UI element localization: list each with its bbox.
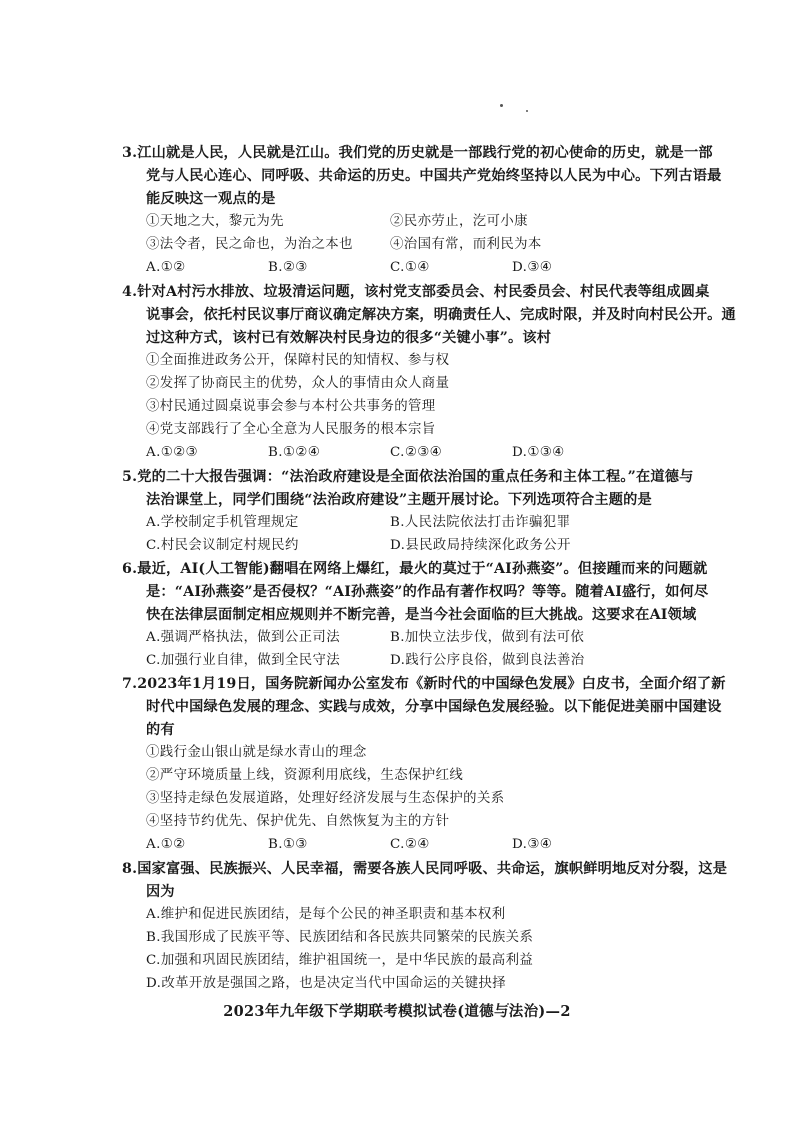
choice-b: B.人民法院依法打击诈骗犯罪 (390, 515, 571, 530)
scan-speck (526, 110, 528, 112)
page-footer: 2023年九年级下学期联考模拟试卷(道德与法治)—2 (223, 1003, 571, 1020)
question-stem-line: 法治课堂上，同学们围绕“法治政府建设”主题开展讨论。下列选项符合主题的是 (146, 492, 652, 508)
scan-speck (500, 104, 503, 107)
statement-2: ②发挥了协商民主的优势，众人的事情由众人商量 (146, 376, 450, 391)
question-stem-line: 7.2023年1月19日，国务院新闻办公室发布《新时代的中国绿色发展》白皮书，全面介绍了新 (122, 676, 726, 692)
choice-b: B.我国形成了民族平等、民族团结和各民族共同繁荣的民族关系 (146, 930, 534, 945)
question-stem-line: 时代中国绿色发展的理念、实践与成效，分享中国绿色发展经验。以下能促进美丽中国建设 (146, 699, 722, 715)
statement-1: ①全面推进政务公开，保障村民的知情权、参与权 (146, 353, 450, 368)
question-stem-line: 5.党的二十大报告强调：“法治政府建设是全面依法治国的重点任务和主体工程。”在道德与 (122, 469, 694, 485)
choice-d: D.县民政局持续深化政务公开 (390, 538, 571, 553)
choice-c: C.加强行业自律，做到全民守法 (146, 653, 341, 668)
statement-1: ①践行金山银山就是绿水青山的理念 (146, 745, 367, 760)
choice-c: C.村民会议制定村规民约 (146, 538, 299, 553)
question-stem-line: 说事会，依托村民议事厅商议确定解决方案，明确责任人、完成时限，并及时向村民公开。通 (146, 307, 736, 323)
question-stem-line: 是：“AI孙燕姿”是否侵权？“AI孙燕姿”的作品有著作权吗？等等。随着AI盛行，如何尽 (146, 584, 709, 600)
statement-4: ④党支部践行了全心全意为人民服务的根本宗旨 (146, 422, 436, 437)
choice-a: A.强调严格执法，做到公正司法 (146, 630, 341, 645)
choice-a: A.①② (146, 260, 186, 275)
choice-a: A.①② (146, 837, 186, 852)
question-stem-line: 快在法律层面制定相应规则并不断完善，是当今社会面临的巨大挑战。这要求在AI领域 (146, 607, 697, 623)
choice-c: C.加强和巩固民族团结，维护祖国统一，是中华民族的最高利益 (146, 953, 534, 968)
question-stem-line: 6.最近，AI(人工智能)翻唱在网络上爆红，最火的莫过于“AI孙燕姿”。但接踵而来的问题就 (122, 561, 708, 577)
choice-d: D.①③④ (512, 445, 565, 460)
question-stem-line: 8.国家富强、民族振兴、人民幸福，需要各族人民同呼吸、共命运，旗帜鲜明地反对分裂，这是 (122, 861, 728, 877)
choice-b: B.加快立法步伐，做到有法可依 (390, 630, 585, 645)
choice-c: C.①④ (390, 260, 430, 275)
statement-2: ②严守环境质量上线，资源利用底线，生态保护红线 (146, 768, 464, 783)
choice-a: A.①②③ (146, 445, 198, 460)
choice-c: C.②③④ (390, 445, 443, 460)
statement-1: ①天地之大，黎元为先 (146, 214, 284, 229)
question-stem-line: 能反映这一观点的是 (146, 191, 276, 207)
choice-d: D.改革开放是强国之路，也是决定当代中国命运的关键抉择 (146, 976, 507, 991)
question-stem-line: 3.江山就是人民，人民就是江山。我们党的历史就是一部践行党的初心使命的历史，就是一部 (122, 145, 713, 161)
question-stem-line: 因为 (146, 884, 175, 900)
choice-c: C.②④ (390, 837, 430, 852)
statement-2: ②民亦劳止，汔可小康 (390, 214, 528, 229)
question-stem-line: 的有 (146, 722, 175, 738)
statement-4: ④坚持节约优先、保护优先、自然恢复为主的方针 (146, 814, 450, 829)
statement-3: ③村民通过圆桌说事会参与本村公共事务的管理 (146, 399, 436, 414)
choice-b: B.②③ (268, 260, 308, 275)
choice-a: A.学校制定手机管理规定 (146, 515, 299, 530)
choice-b: B.①③ (268, 837, 308, 852)
choice-d: D.践行公序良俗，做到良法善治 (390, 653, 585, 668)
choice-d: D.③④ (512, 260, 553, 275)
statement-4: ④治国有常，而利民为本 (390, 237, 542, 252)
statement-3: ③坚持走绿色发展道路，处理好经济发展与生态保护的关系 (146, 791, 505, 806)
question-stem-line: 党与人民心连心、同呼吸、共命运的历史。中国共产党始终坚持以人民为中心。下列古语最 (146, 168, 722, 184)
question-stem-line: 4.针对A村污水排放、垃圾清运问题，该村党支部委员会、村民委员会、村民代表等组成圆桌 (122, 284, 710, 300)
choice-a: A.维护和促进民族团结，是每个公民的神圣职责和基本权利 (146, 907, 506, 922)
question-stem-line: 过这种方式，该村已有效解决村民身边的很多“关键小事”。该村 (146, 330, 552, 346)
choice-d: D.③④ (512, 837, 553, 852)
statement-3: ③法令者，民之命也，为治之本也 (146, 237, 353, 252)
choice-b: B.①②④ (268, 445, 321, 460)
